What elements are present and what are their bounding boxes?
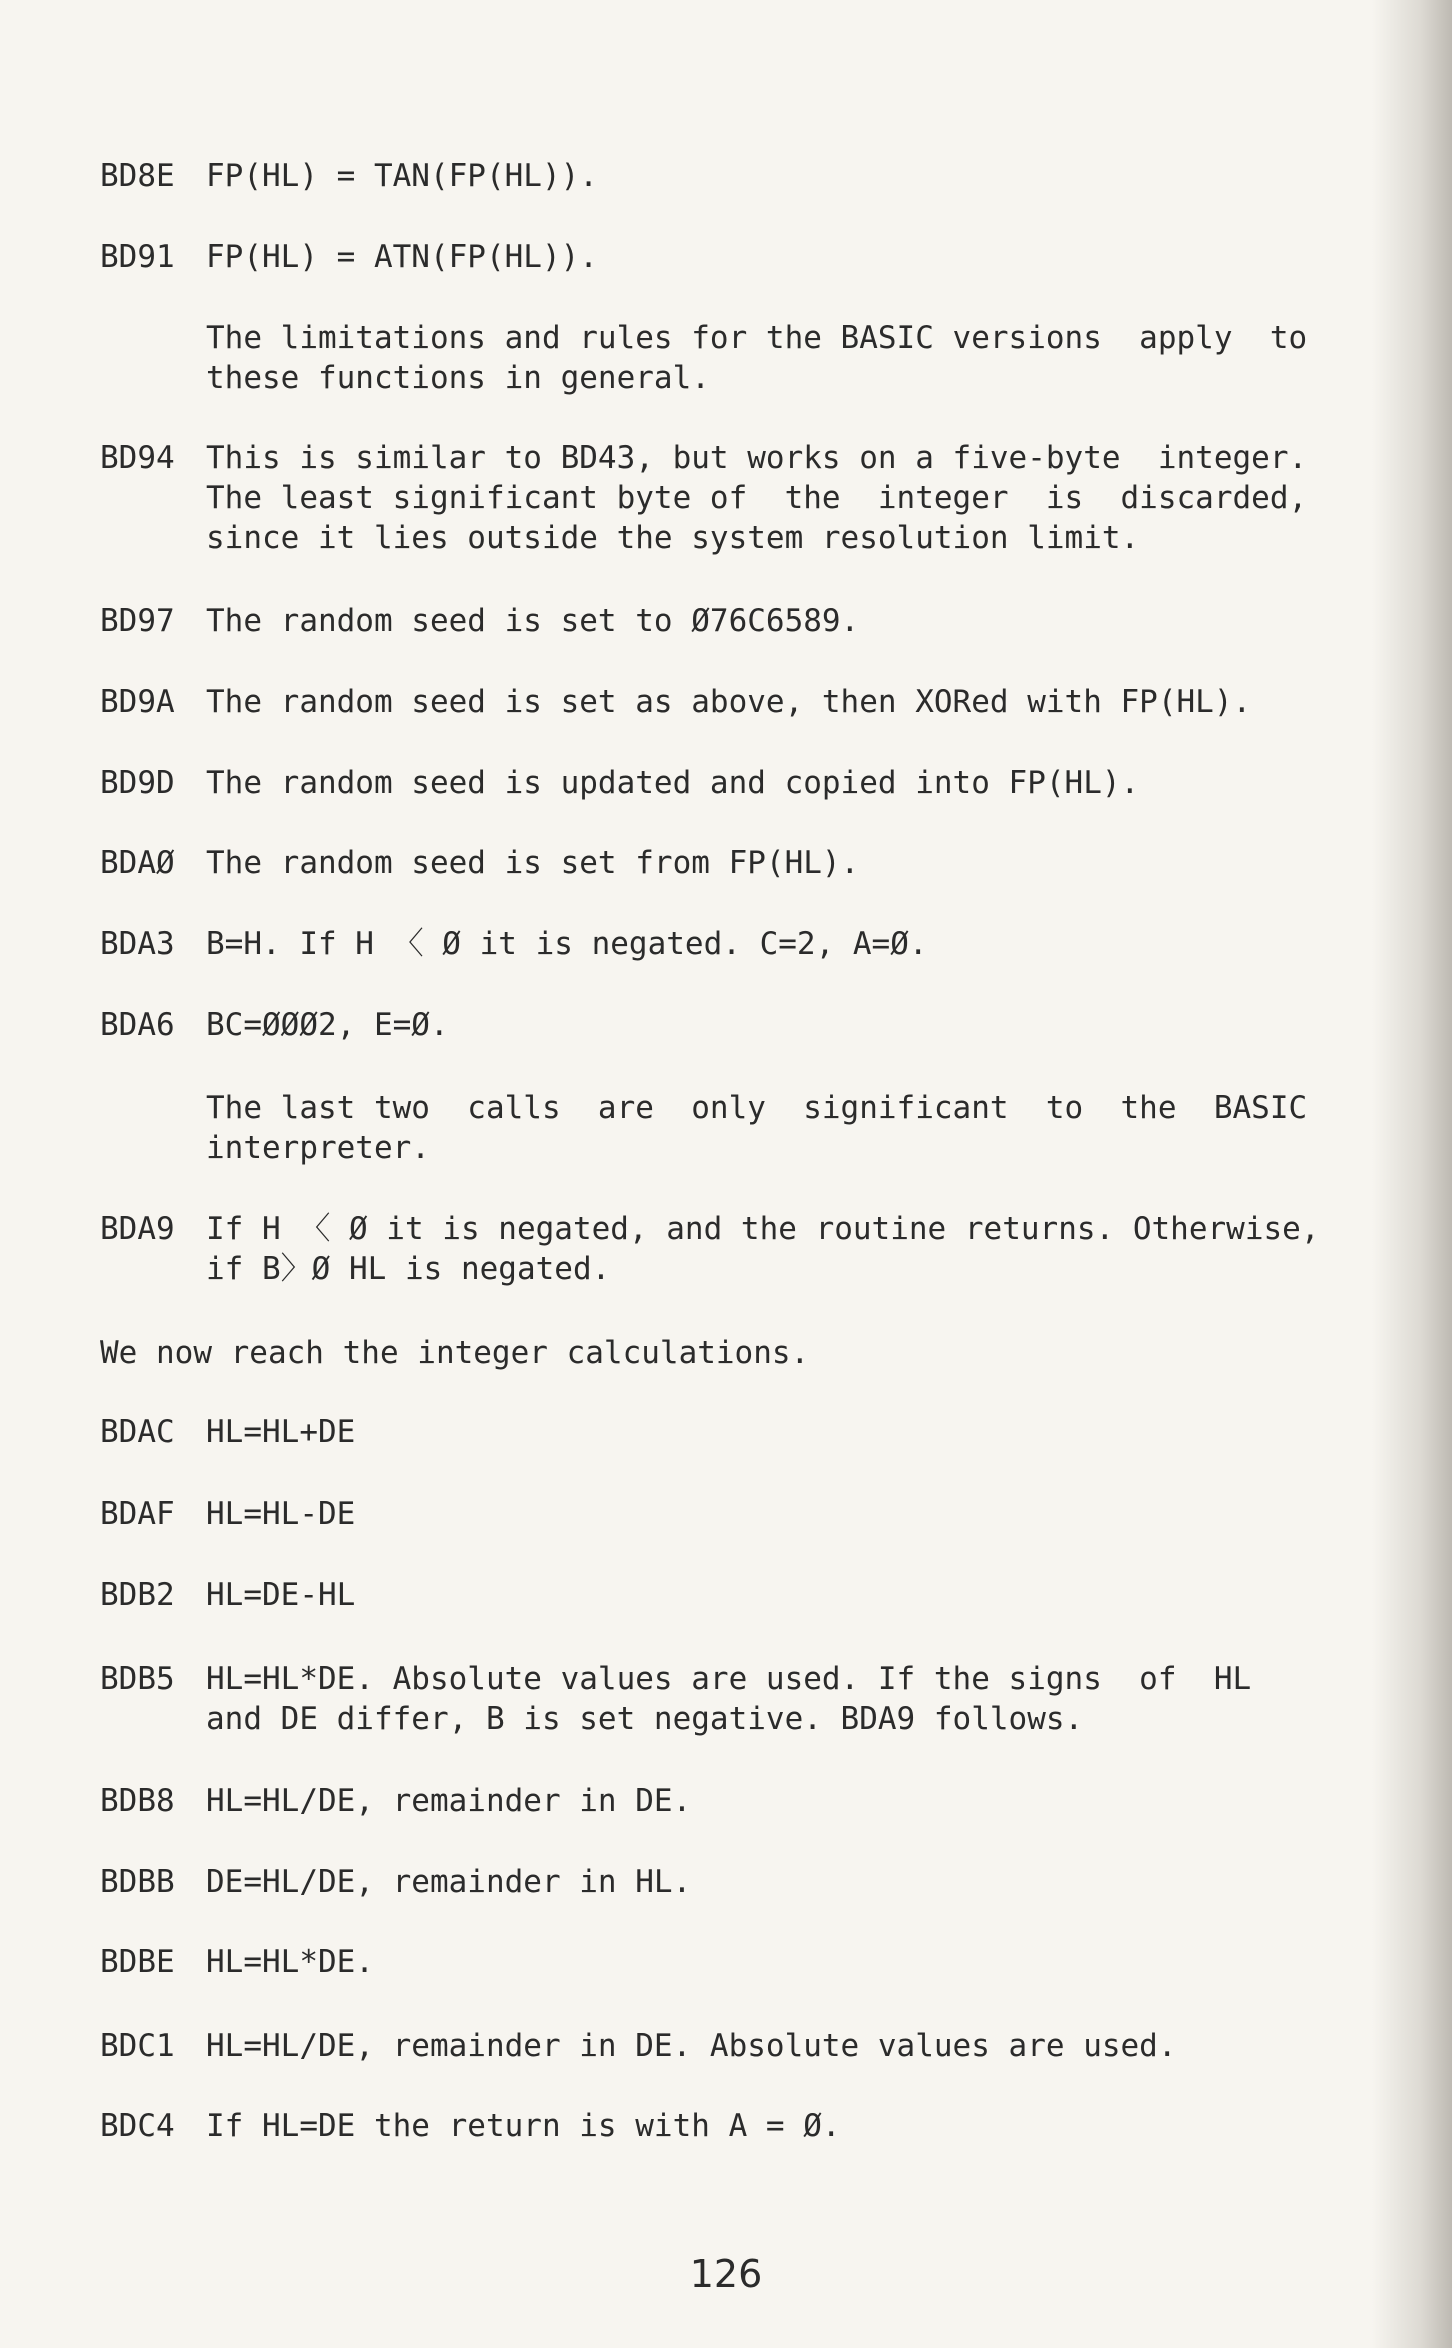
- entry-bda6: [100, 1005, 1400, 1045]
- entry-address: BDA6: [100, 1007, 175, 1043]
- entry-address: BD9A: [100, 684, 175, 720]
- entry-bd97: [100, 601, 1400, 641]
- entry-bdb5: [100, 1659, 1400, 1739]
- entry-bdc1: [100, 2026, 1400, 2066]
- section-intro: We now reach the integer calculations.: [100, 1335, 810, 1371]
- entry-description: HL=HL*DE.: [206, 1944, 374, 1980]
- entry-address: BDB5: [100, 1661, 175, 1697]
- entry-description: HL=HL-DE: [206, 1496, 356, 1532]
- entry-bdbe: [100, 1942, 1400, 1982]
- entry-bdac: [100, 1412, 1400, 1452]
- entry-address: BDC1: [100, 2028, 175, 2064]
- entry-description: B=H. If H 〈 Ø it is negated. C=2, A=Ø.: [206, 926, 928, 962]
- entry-description: HL=DE-HL: [206, 1577, 356, 1613]
- entry-address: BDB2: [100, 1577, 175, 1613]
- entry-description: The random seed is set from FP(HL).: [206, 845, 860, 881]
- entry-bda3: [100, 924, 1400, 964]
- entry-description: This is similar to BD43, but works on a five-byte integer. The least significant byte of the integer is discarded, since it lies outside the system resolution limit.: [206, 440, 1308, 556]
- entry-address: BD8E: [100, 158, 175, 194]
- entry-bd8e: [100, 156, 1400, 196]
- entry-address: BDB8: [100, 1783, 175, 1819]
- entry-bdbb: [100, 1862, 1400, 1902]
- entry-address: BDAC: [100, 1414, 175, 1450]
- entry-address: BDA3: [100, 926, 175, 962]
- entry-address: BD91: [100, 239, 175, 275]
- entry-address: BD9D: [100, 765, 175, 801]
- entry-address: BDBE: [100, 1944, 175, 1980]
- note-basic-interpreter: The last two calls are only significant to the BASIC interpreter.: [206, 1090, 1308, 1166]
- entry-description: The random seed is set to Ø76C6589.: [206, 603, 860, 639]
- entry-description: FP(HL) = TAN(FP(HL)).: [206, 158, 598, 194]
- entry-description: HL=HL*DE. Absolute values are used. If the signs of HL and DE differ, B is set negative. BDA9 follows.: [206, 1661, 1252, 1737]
- entry-description: If HL=DE the return is with A = Ø.: [206, 2108, 841, 2144]
- entry-address: BDC4: [100, 2108, 175, 2144]
- entry-address: BDAF: [100, 1496, 175, 1532]
- entry-description: DE=HL/DE, remainder in HL.: [206, 1864, 692, 1900]
- entry-bd9a: [100, 682, 1400, 722]
- entry-address: BD97: [100, 603, 175, 639]
- entry-bdb2: [100, 1575, 1400, 1615]
- entry-bda0: [100, 843, 1400, 883]
- entry-bd91: [100, 237, 1400, 277]
- entry-description: HL=HL/DE, remainder in DE.: [206, 1783, 692, 1819]
- entry-description: HL=HL+DE: [206, 1414, 356, 1450]
- entry-description: FP(HL) = ATN(FP(HL)).: [206, 239, 598, 275]
- entry-address: BDAØ: [100, 845, 175, 881]
- entry-description: HL=HL/DE, remainder in DE. Absolute values are used.: [206, 2028, 1177, 2064]
- entry-description: The random seed is updated and copied into FP(HL).: [206, 765, 1140, 801]
- entry-bd9d: [100, 763, 1400, 803]
- entry-bda9: [100, 1209, 1400, 1289]
- entry-bdb8: [100, 1781, 1400, 1821]
- entry-description: If H 〈 Ø it is negated, and the routine returns. Otherwise, if B〉Ø HL is negated.: [206, 1211, 1320, 1287]
- entry-address: BD94: [100, 440, 175, 476]
- page-number: 126: [689, 2252, 763, 2296]
- entry-description: The random seed is set as above, then XORed with FP(HL).: [206, 684, 1252, 720]
- entry-description: BC=ØØØ2, E=Ø.: [206, 1007, 449, 1043]
- entry-address: BDBB: [100, 1864, 175, 1900]
- note-basic-limitations: The limitations and rules for the BASIC versions apply to these functions in general.: [206, 320, 1308, 396]
- entry-address: BDA9: [100, 1211, 175, 1247]
- entry-bdaf: [100, 1494, 1400, 1534]
- entry-bdc4: [100, 2106, 1400, 2146]
- entry-bd94: [100, 438, 1400, 558]
